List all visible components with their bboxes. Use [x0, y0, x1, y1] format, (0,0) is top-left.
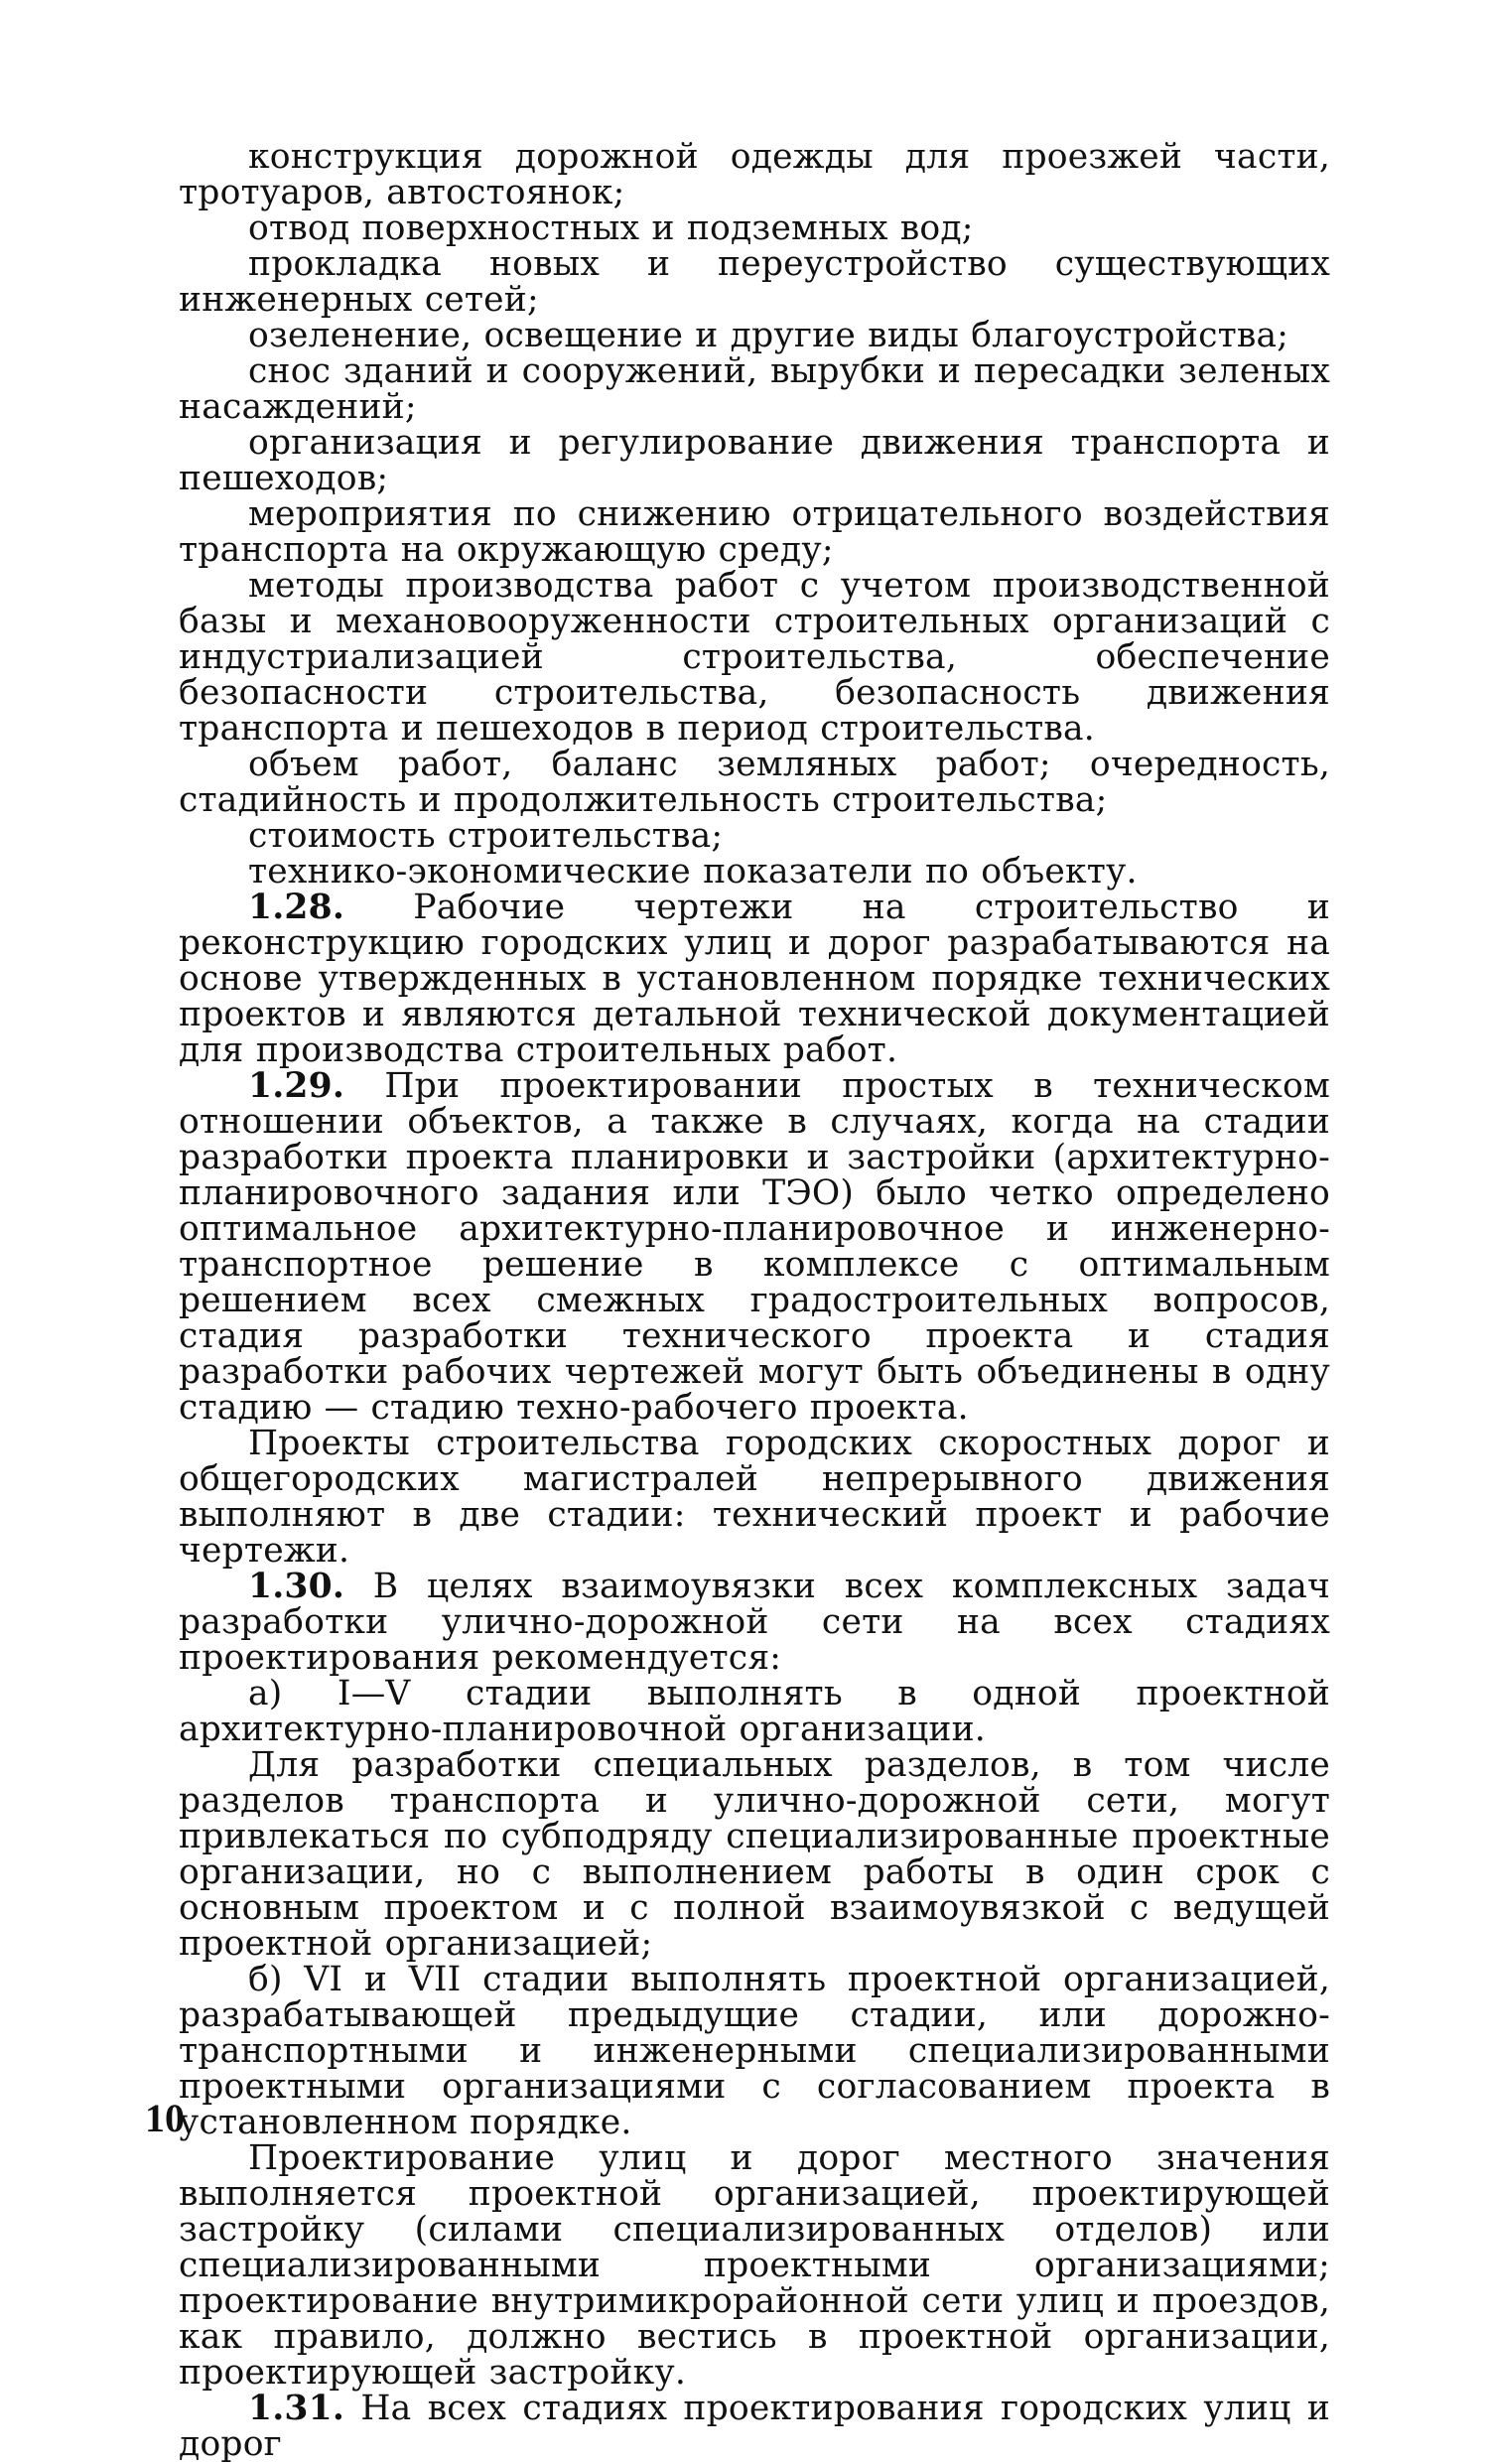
paragraph-text: Проектирование улиц и дорог местного значения выполняется проектной организацией, проектирующей застройку (силами специализированных отделов) или специализированными проектными организациями; проектирование внутримикрорайонной сети улиц и проездов, как правило, должно вестись в проектной организации, проектирующей застройку.: [179, 2138, 1330, 2393]
paragraph-text: Для разработки специальных разделов, в том числе разделов транспорта и улично-дорожной сети, могут привлекаться по субподряду специализированные проектные организации, но с выполнением работы в один срок с основным проектом и с полной взаимоувязкой с ведущей проектной организацией;: [179, 1745, 1330, 1964]
paragraph: [179, 1426, 1330, 1569]
page-number: 10: [145, 2096, 185, 2140]
section-paragraph: [179, 2391, 1330, 2462]
paragraph-text: На всех стадиях проектирования городских улиц и дорог: [179, 2389, 1330, 2464]
paragraph-text: озеленение, освещение и другие виды благоустройства;: [248, 316, 1289, 355]
paragraph: [179, 1676, 1330, 1747]
section-number: 1.30.: [248, 1567, 345, 1606]
paragraph: [179, 246, 1330, 318]
section-paragraph: [179, 890, 1330, 1068]
paragraph-text: прокладка новых и переустройство существующих инженерных сетей;: [179, 244, 1330, 320]
section-number: 1.28.: [248, 888, 345, 927]
paragraph-text: отвод поверхностных и подземных вод;: [248, 208, 974, 248]
paragraph: [179, 318, 1330, 353]
section-number: 1.31.: [248, 2389, 345, 2428]
paragraph: [179, 425, 1330, 496]
paragraph-text: конструкция дорожной одежды для проезжей части, тротуаров, автостоянок;: [179, 137, 1330, 212]
paragraph-text: методы производства работ с учетом производственной базы и механовооруженности строительных организаций с индустриализацией строительства, обеспечение безопасности строительства, безопасность движения транспорта и пешеходов в период строительства.: [179, 566, 1330, 749]
paragraph-text: мероприятия по снижению отрицательного воздействия транспорта на окружающую среду;: [179, 494, 1330, 570]
section-number: 1.29.: [248, 1066, 345, 1106]
paragraph: [179, 854, 1330, 890]
paragraph: [179, 496, 1330, 568]
paragraph: [179, 568, 1330, 747]
paragraph-text: б) VI и VII стадии выполнять проектной организацией, разрабатывающей предыдущие стадии, или дорожно-транспортными и инженерными специализированными проектными организациями с согласованием проекта в установленном порядке.: [179, 1960, 1330, 2142]
paragraph-text: Проекты строительства городских скоростных дорог и общегородских магистралей непрерывного движения выполняют в две стадии: технический проект и рабочие чертежи.: [179, 1424, 1330, 1571]
paragraph: [179, 1962, 1330, 2140]
paragraph-text: стоимость строительства;: [248, 816, 724, 856]
paragraph: [179, 139, 1330, 210]
body-text: [179, 139, 1330, 2462]
paragraph: [179, 210, 1330, 246]
paragraph: [179, 1747, 1330, 1962]
paragraph-text: В целях взаимоувязки всех комплексных задач разработки улично-дорожной сети на всех стадиях проектирования рекомендуется:: [179, 1567, 1330, 1678]
section-paragraph: [179, 1569, 1330, 1676]
paragraph-text: технико-экономические показатели по объекту.: [248, 852, 1138, 891]
paragraph-text: Рабочие чертежи на строительство и реконструкцию городских улиц и дорог разрабатываются на основе утвержденных в установленном порядке технических проектов и являются детальной технической документацией для производства строительных работ.: [179, 888, 1330, 1070]
section-paragraph: [179, 1068, 1330, 1426]
paragraph: [179, 747, 1330, 818]
paragraph: [179, 353, 1330, 425]
paragraph: [179, 2140, 1330, 2391]
paragraph: [179, 818, 1330, 854]
paragraph-text: а) I—V стадии выполнять в одной проектной архитектурно-планировочной организации.: [179, 1674, 1330, 1749]
paragraph-text: объем работ, баланс земляных работ; очередность, стадийность и продолжительность строительства;: [179, 745, 1330, 820]
paragraph-text: снос зданий и сооружений, вырубки и пересадки зеленых насаждений;: [179, 351, 1330, 427]
paragraph-text: При проектировании простых в техническом отношении объектов, а также в случаях, когда на стадии разработки проекта планировки и застройки (архитектурно-планировочного задания или ТЭО) было четко определено оптимальное архитектурно-планировочное и инженерно-транспортное решение в комплексе с оптимальным решением всех смежных градостроительных вопросов, стадия разработки технического проекта и стадия разработки рабочих чертежей могут быть объединены в одну стадию — стадию техно-рабочего проекта.: [179, 1066, 1330, 1428]
paragraph-text: организация и регулирование движения транспорта и пешеходов;: [179, 423, 1330, 498]
